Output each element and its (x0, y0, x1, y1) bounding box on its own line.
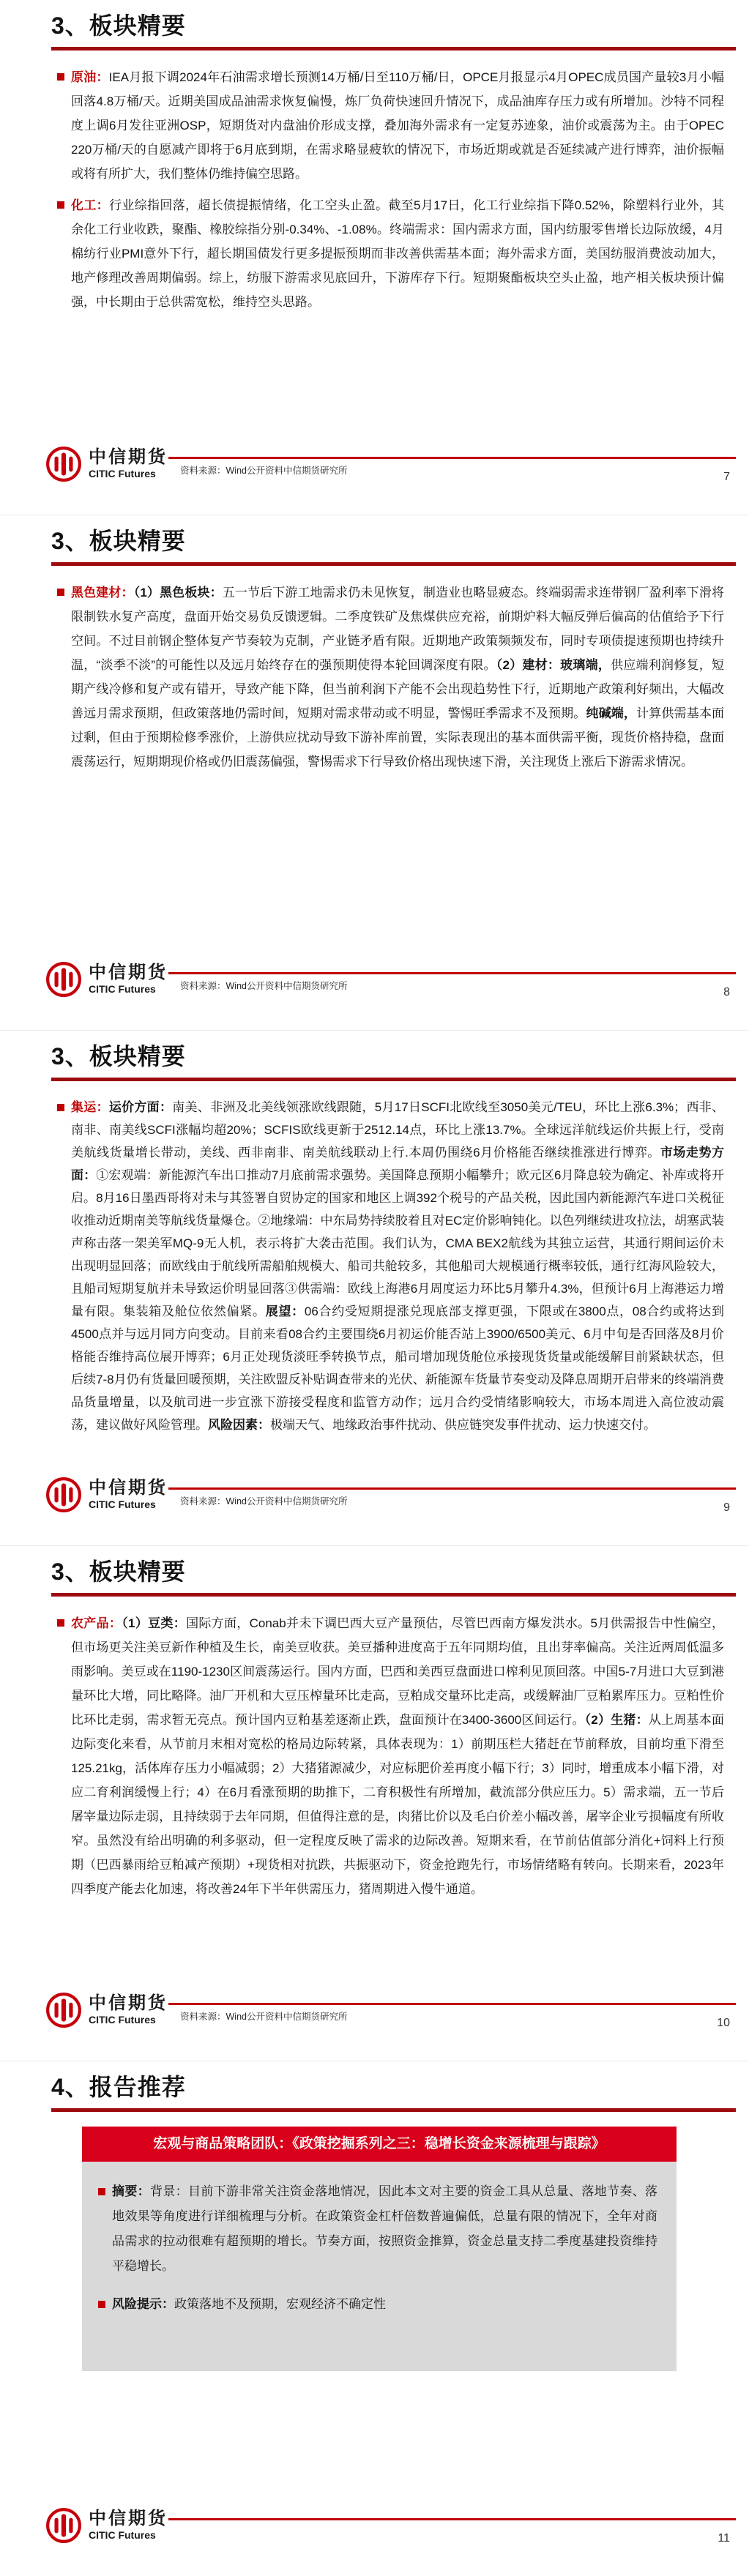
recommendation-card (82, 2127, 677, 2371)
recommendation-item-text (112, 2179, 657, 2279)
source-note: 资料来源：Wind公开资料中信期货研究所 (180, 1496, 348, 1507)
page-title: 3、板块精要 (51, 528, 186, 554)
page-number: 11 (718, 2532, 730, 2545)
text-segment: IEA月报下调2024年石油需求增长预测14万桶/日至110万桶/日，OPCE月报显示4月OPEC成员国产量较3月小幅回落4.8万桶/天。近期美国成品油需求恢复偏慢，炼厂负荷快速回升情况下，成品油库存压力或有所增加。沙特不同程度上调6月发往亚洲OSP，短期货对内盘油价形成支撑，叠加海外需求有一定复苏迹象，油价或震荡为主。由于OPEC 220万桶/天的自愿减产即将于6月底到期，在需求略显疲软的情况下，市场近期或就是否延续减产进行博弈，油价振幅或将有所扩大，我们整体仍维持偏空思路。 (71, 70, 725, 181)
brand-logo (45, 1476, 168, 1513)
bullet-item (57, 193, 724, 314)
text-segment: 南美、非洲及北美线领涨欧线跟随，5月17日SCFI北欧线至3050美元/TEU，环比上涨6.3%；西非、南非、南美线SCFI涨幅均超20%；SCFIS欧线更新于2512.14点，环比上涨13.7%。全球远洋航线运价共振上行，受南美航线货量增长带动，美线、西非南非、南美航线联动上行.本周仍围绕6月价格能否继续推涨进行博弈。 (71, 1100, 725, 1160)
title-rule (51, 562, 736, 566)
title-rule (51, 1078, 736, 1081)
text-segment: 政策落地不及预期，宏观经济不确定性 (174, 2297, 386, 2311)
text-segment: 风险因素： (208, 1418, 270, 1432)
brand-text (89, 2509, 168, 2542)
bullet-label: 化工： (71, 198, 110, 212)
brand-name-en: CITIC Futures (89, 2014, 156, 2026)
citic-logo-icon (45, 446, 82, 482)
text-segment: 极端天气、地缘政治事件扰动、供应链突发事件扰动、运力快速交付。 (270, 1418, 656, 1432)
source-note: 资料来源：Wind公开资料中信期货研究所 (180, 981, 348, 991)
text-segment: （1）豆类： (122, 1616, 187, 1630)
citic-logo-icon (45, 1992, 82, 2028)
text-segment: 市场走势方面： (71, 1146, 724, 1182)
brand-logo (45, 961, 168, 998)
page-footer (0, 1469, 749, 1515)
page-title: 3、板块精要 (51, 12, 186, 39)
recommendation-item (98, 2292, 657, 2317)
bullet-square-icon (57, 1619, 64, 1627)
citic-logo-icon (45, 961, 82, 998)
brand-logo (45, 1992, 168, 2028)
bullet-square-icon (57, 201, 64, 209)
source-note: 资料来源：Wind公开资料中信期货研究所 (180, 2012, 348, 2022)
page-footer (0, 954, 749, 999)
citic-logo-icon (45, 1476, 82, 1513)
brand-name-cn: 中信期货 (89, 1994, 168, 2013)
bullet-square-icon (57, 73, 64, 81)
brand-name-cn: 中信期货 (89, 1479, 168, 1498)
page-content (57, 1611, 724, 1901)
report-page-7 (0, 0, 749, 515)
text-segment: 供应端利润修复，短期产线冷修和复产或有错开，导致产能下降，但当前利润下产能不会出现趋势性下行，近期地产政策利好频出，大幅改善远月需求预期，但政策落地仍需时间，短期对需求带动或不明显，警惕旺季需求不及预期。 (71, 658, 724, 720)
text-segment: 纯碱端， (586, 706, 637, 720)
brand-name-en: CITIC Futures (89, 1498, 156, 1510)
page-number: 9 (723, 1501, 730, 1514)
footer-rule (168, 2003, 736, 2005)
brand-text (89, 963, 168, 996)
text-segment: 五一节后下游工地需求仍未见恢复，制造业也略显疲态。终端弱需求连带钢厂盈利率下滑将限制铁水复产高度，盘面开始交易负反馈逻辑。二季度铁矿及焦煤供应充裕，前期炉料大幅反弹后偏高的估值给予下行空间。不过目前钢企整体复产节奏较为克制，产业链矛盾有限。近期地产政策频频发布，同时专项债提速预期也持续升温，“淡季不淡”的可能性以及远月始终存在的强预期使得本轮回调深度有限。 (71, 586, 725, 672)
bullet-item (57, 1096, 724, 1436)
report-page-8 (0, 515, 749, 1030)
source-note: 资料来源：Wind公开资料中信期货研究所 (180, 466, 348, 476)
footer-rule (168, 457, 736, 459)
brand-name-en: CITIC Futures (89, 2529, 156, 2541)
report-page-9 (0, 1030, 749, 1545)
bullet-text (71, 193, 724, 314)
brand-name-en: CITIC Futures (89, 983, 156, 995)
bullet-label: 黑色建材： (71, 586, 134, 600)
bullet-text (71, 580, 724, 774)
text-segment: 06合约受短期提涨兑现底部支撑更强，下限或在3800点，08合约或将达到4500点并与远月同方向变动。目前来看08合约主要围绕6月初运价能否站上3900/6500美元、6月中旬是否回落及8月价格能否维持高位展开博弈；6月正处现货淡旺季转换节点，船司增加现货舱位承接现货货量或能缓解目前紧缺状态，但后续7-8月仍有货量回暖预期，关注欧盟反补贴调查带来的光伏、新能源车货量节奏变动及降息周期开启带来的终端消费品货量增量，以及航司进一步宣涨下游接受程度和监管方动作；远月合约受情绪影响较大，市场本周进入高位波动震荡，建议做好风险管理。 (71, 1304, 725, 1432)
bullet-square-icon (57, 589, 64, 596)
brand-name-cn: 中信期货 (89, 963, 168, 982)
page-content (57, 580, 724, 774)
report-page-11 (0, 2061, 749, 2576)
page-content (57, 2127, 724, 2371)
page-footer (0, 2500, 749, 2545)
citic-logo-icon (45, 2507, 82, 2544)
recommendation-item-text (112, 2292, 657, 2317)
brand-name-en: CITIC Futures (89, 468, 156, 479)
recommendation-item (98, 2179, 657, 2279)
recommendation-banner: 宏观与商品策略团队：《政策挖掘系列之三：稳增长资金来源梳理与跟踪》 (82, 2127, 677, 2162)
report-page-10 (0, 1545, 749, 2061)
page-footer (0, 438, 749, 484)
page-title: 3、板块精要 (51, 1043, 186, 1069)
page-number: 7 (723, 471, 730, 483)
footer-rule (168, 1487, 736, 1490)
brand-logo (45, 446, 168, 482)
title-rule (51, 47, 736, 51)
brand-name-cn: 中信期货 (89, 2509, 168, 2528)
text-segment: ①宏观端：新能源汽车出口推动7月底前需求强势。美国降息预期小幅攀升；欧元区6月降息较为确定、补库或将开启。8月16日墨西哥将对未与其签署自贸协定的国家和地区上调392个税号的产品关税，因此国内新能源汽车进口关税征收推动近期南美等航线货量爆仓。②地缘端：中东局势持续胶着且对EC定价影响钝化。以色列继续进攻拉法，胡塞武装声称击落一架美军MQ-9无人机，表示将扩大袭击范围。我们认为，CMA BEX2航线为其独立运营，其通行期间运价未出现明显回落；而欧线由于航线所需船舶规模大、船司共舱较多，其他船司大规模通行概率较低，通行红海风险较大，且船司短期复航并未导致运价明显回落③供需端：欧线上海港6月周度运力环比5月攀升4.3%，但预计6月上海港运力增量有限。集装箱及舱位依然偏紧。 (71, 1168, 724, 1318)
page-footer (0, 1985, 749, 2030)
recommendation-item-label: 摘要： (112, 2184, 150, 2198)
text-segment: （2）生猪： (584, 1713, 649, 1727)
brand-text (89, 448, 168, 480)
bullet-square-icon (98, 2301, 105, 2308)
text-segment: 展望： (265, 1304, 305, 1318)
recommendation-body (82, 2162, 677, 2371)
recommendation-item-label: 风险提示： (112, 2297, 174, 2311)
text-segment: 计算供需基本面过剩，但由于预期检修季涨价，上游供应扰动导致下游补库前置，实际表现出的基本面供需平衡，现货价格持稳，盘面震荡运行，短期期现价格或仍旧震荡偏强，警惕需求下行导致价格出现快速下滑，关注现货上涨后下游需求情况。 (71, 706, 725, 769)
page-title: 4、报告推荐 (51, 2074, 186, 2100)
text-segment: （2）建材：玻璃端， (496, 658, 611, 672)
page-number: 10 (717, 2017, 730, 2029)
bullet-item (57, 1611, 724, 1901)
brand-name-cn: 中信期货 (89, 448, 168, 467)
page-title: 3、板块精要 (51, 1558, 186, 1585)
page-content (57, 65, 724, 314)
bullet-label: 集运： (71, 1100, 109, 1114)
brand-text (89, 1479, 168, 1511)
page-number: 8 (723, 986, 730, 998)
text-segment: 行业综指回落，超长债提振情绪，化工空头止盈。截至5月17日，化工行业综指下降0.52%，除塑料行业外，其余化工行业收跌，聚酯、橡胶综指分别-0.34%、-1.08%。终端需求：国内需求方面，国内纺服零售增长边际放缓，4月棉纺行业PMI意外下行，超长期国债发行更多提振预期而非改善供需基本面；海外需求方面，美国纺服消费波动加大，地产修理改善周期偏弱。综上，纺服下游需求见底回升，下游库存下行。短期聚酯板块空头止盈，地产相关板块预计偏强，中长期由于总供需宽松，维持空头思路。 (71, 198, 724, 309)
bullet-label: 原油： (71, 70, 109, 84)
bullet-square-icon (98, 2188, 105, 2195)
text-segment: 背景：目前下游非常关注资金落地情况，因此本文对主要的资金工具从总量、落地节奏、落地效果等角度进行详细梳理与分析。在政策资金杠杆倍数普遍偏低，总量有限的情况下，全年对商品需求的拉动很难有超预期的增长。节奏方面，按照资金推算，资金总量支持二季度基建投资维持平稳增长。 (112, 2184, 657, 2273)
text-segment: （1）黑色板块： (133, 586, 223, 600)
bullet-text (71, 1611, 724, 1901)
bullet-item (57, 580, 724, 774)
brand-logo (45, 2507, 168, 2544)
bullet-text (71, 65, 724, 186)
footer-rule (168, 972, 736, 974)
text-segment: 运价方面： (108, 1100, 173, 1114)
bullet-text (71, 1096, 724, 1436)
page-content (57, 1096, 724, 1436)
title-rule (51, 1593, 736, 1597)
bullet-item (57, 65, 724, 186)
brand-text (89, 1994, 168, 2026)
bullet-label: 农产品： (71, 1616, 122, 1630)
bullet-square-icon (57, 1104, 64, 1111)
text-segment: 从上周基本面边际变化来看，从节前月末相对宽松的格局边际转紧，具体表现为：1）前期压栏大猪赶在节前释放，目前均重下滑至125.21kg，活体库存压力小幅减弱；2）大猪猪源减少，对应标肥价差再度小幅下行；3）同时，增重成本小幅下滑，对应二育利润缓慢上行；4）在6月看涨预期的助推下，二育积极性有所增加，截流部分供应压力。5）需求端，五一节后屠宰量边际走弱，且持续弱于去年同期，但值得注意的是，肉猪比价以及毛白价差小幅改善，屠宰企业亏损幅度有所收窄。虽然没有给出明确的利多驱动，但一定程度反映了需求的边际改善。短期来看，在节前估值部分消化+饲料上行预期（巴西暴雨给豆粕减产预期）+现货相对抗跌，共振驱动下，资金抢跑先行，市场情绪略有转向。长期来看，2023年四季度产能去化加速，将改善24年下半年供需压力，猪周期进入慢牛通道。 (71, 1713, 724, 1896)
text-segment: 国际方面，Conab并未下调巴西大豆产量预估，尽管巴西南方爆发洪水。5月供需报告中性偏空，但市场更关注美豆新作种植及生长，南美豆收获。美豆播种进度高于五年同期均值，且出芽率偏高。关注近两周低温多雨影响。美豆或在1190-1230区间震荡运行。国内方面，巴西和美西豆盘面进口榨利见顶回落。中国5-7月进口大豆到港量环比大增，同比略降。油厂开机和大豆压榨量环比走高，豆粕成交量环比走高，或缓解油厂豆粕累库压力。豆粕性价比环比走弱，需求暂无亮点。预计国内豆粕基差逐渐止跌，盘面预计在3400-3600区间运行。 (71, 1616, 724, 1727)
footer-rule (168, 2518, 736, 2520)
title-rule (51, 2108, 736, 2112)
